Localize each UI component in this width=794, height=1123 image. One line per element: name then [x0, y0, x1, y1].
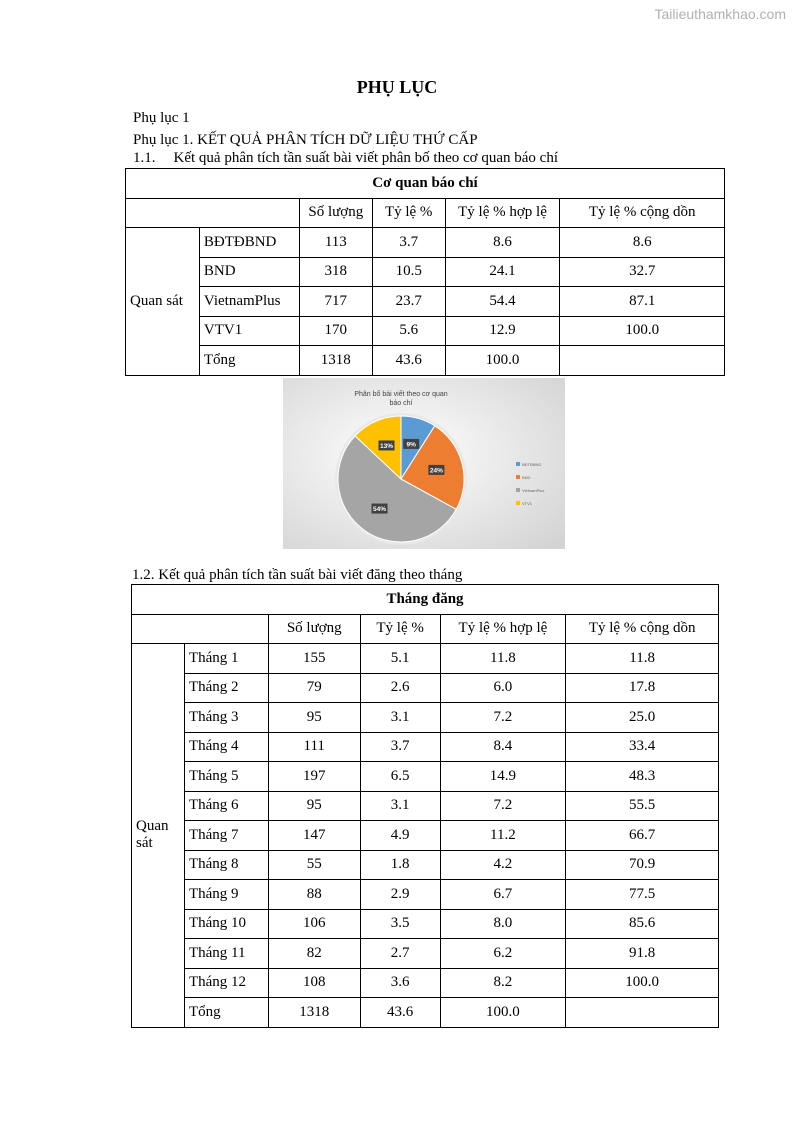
cell-valid: 4.2 — [440, 850, 566, 880]
agency-table — [125, 168, 725, 376]
watermark: Tailieuthamkhao.com — [654, 6, 786, 22]
cell-valid: 8.0 — [440, 909, 566, 939]
cell-valid: 8.4 — [440, 732, 566, 762]
table-row — [132, 732, 719, 762]
cell-valid: 54.4 — [445, 287, 560, 317]
cell-pct: 3.6 — [360, 968, 440, 998]
table-row — [132, 821, 719, 851]
cell-pct: 2.7 — [360, 939, 440, 969]
row-group-label: Quan sát — [126, 228, 200, 376]
cell-pct: 43.6 — [372, 346, 445, 376]
table-row — [132, 673, 719, 703]
cell-cum — [566, 998, 719, 1028]
cell-pct: 3.7 — [372, 228, 445, 258]
cell-pct: 10.5 — [372, 257, 445, 287]
row-label: Tháng 4 — [184, 732, 268, 762]
cell-n: 88 — [268, 880, 360, 910]
cell-valid: 12.9 — [445, 316, 560, 346]
row-label: VietnamPlus — [199, 287, 299, 317]
cell-pct: 23.7 — [372, 287, 445, 317]
row-label: Tháng 3 — [184, 703, 268, 733]
section-1-heading — [133, 150, 558, 167]
row-label: Tháng 9 — [184, 880, 268, 910]
column-header: Tỷ lệ % hợp lệ — [445, 198, 560, 228]
column-header: Tỷ lệ % cộng dồn — [560, 198, 725, 228]
cell-pct: 6.5 — [360, 762, 440, 792]
cell-cum: 66.7 — [566, 821, 719, 851]
cell-cum: 85.6 — [566, 909, 719, 939]
cell-valid: 11.8 — [440, 644, 566, 674]
cell-n: 1318 — [268, 998, 360, 1028]
cell-n: 95 — [268, 703, 360, 733]
cell-n: 717 — [299, 287, 372, 317]
cell-valid: 8.2 — [440, 968, 566, 998]
row-label: BND — [199, 257, 299, 287]
data-label: 9% — [406, 441, 416, 449]
cell-valid: 8.6 — [445, 228, 560, 258]
cell-n: 111 — [268, 732, 360, 762]
cell-n: 147 — [268, 821, 360, 851]
cell-valid: 6.2 — [440, 939, 566, 969]
cell-valid: 100.0 — [440, 998, 566, 1028]
row-label: Tháng 1 — [184, 644, 268, 674]
cell-n: 155 — [268, 644, 360, 674]
cell-n: 106 — [268, 909, 360, 939]
appendix-heading: Phụ lục 1. KẾT QUẢ PHÂN TÍCH DỮ LIỆU THỨ CẤP — [133, 132, 478, 148]
table-row — [132, 791, 719, 821]
chart-title-line2: báo chí — [389, 400, 413, 407]
cell-n: 197 — [268, 762, 360, 792]
pie-chart — [283, 378, 565, 549]
data-label: 24% — [429, 467, 443, 475]
cell-cum: 77.5 — [566, 880, 719, 910]
cell-n: 318 — [299, 257, 372, 287]
row-group-label: Quan sát — [132, 644, 185, 1028]
table-row — [126, 287, 725, 317]
cell-valid: 24.1 — [445, 257, 560, 287]
cell-cum: 8.6 — [560, 228, 725, 258]
cell-cum: 33.4 — [566, 732, 719, 762]
row-label: Tháng 7 — [184, 821, 268, 851]
cell-valid: 100.0 — [445, 346, 560, 376]
cell-valid: 6.7 — [440, 880, 566, 910]
table-row — [132, 644, 719, 674]
legend-label: BND — [522, 475, 531, 480]
column-header: Tỷ lệ % — [372, 198, 445, 228]
cell-cum: 55.5 — [566, 791, 719, 821]
cell-pct: 2.6 — [360, 673, 440, 703]
column-header: Tỷ lệ % hợp lệ — [440, 614, 566, 644]
row-label: Tổng — [184, 998, 268, 1028]
month-table — [131, 584, 719, 1028]
cell-cum: 100.0 — [566, 968, 719, 998]
row-label: Tháng 10 — [184, 909, 268, 939]
cell-pct: 3.7 — [360, 732, 440, 762]
cell-pct: 3.5 — [360, 909, 440, 939]
cell-n: 55 — [268, 850, 360, 880]
cell-cum: 32.7 — [560, 257, 725, 287]
column-header: Tỷ lệ % cộng dồn — [566, 614, 719, 644]
row-label: Tháng 8 — [184, 850, 268, 880]
legend-swatch — [516, 488, 520, 492]
cell-n: 95 — [268, 791, 360, 821]
data-label: 54% — [373, 506, 387, 514]
column-header: Số lượng — [268, 614, 360, 644]
section-2-heading: 1.2. Kết quả phân tích tần suất bài viết đăng theo tháng — [132, 567, 463, 583]
cell-n: 170 — [299, 316, 372, 346]
table-row — [132, 880, 719, 910]
cell-n: 113 — [299, 228, 372, 258]
table-row — [126, 346, 725, 376]
table-row — [132, 909, 719, 939]
cell-valid: 7.2 — [440, 703, 566, 733]
cell-pct: 5.6 — [372, 316, 445, 346]
legend-swatch — [516, 462, 520, 466]
cell-n: 108 — [268, 968, 360, 998]
section-1-number: 1.1. — [133, 150, 156, 166]
cell-cum: 87.1 — [560, 287, 725, 317]
column-header: Tỷ lệ % — [360, 614, 440, 644]
cell-pct: 3.1 — [360, 703, 440, 733]
row-label: Tháng 11 — [184, 939, 268, 969]
legend-swatch — [516, 501, 520, 505]
cell-cum: 48.3 — [566, 762, 719, 792]
row-label: Tháng 12 — [184, 968, 268, 998]
table-row — [132, 703, 719, 733]
data-label: 13% — [379, 442, 393, 450]
row-label: Tháng 5 — [184, 762, 268, 792]
table-title: Tháng đăng — [132, 585, 719, 615]
table-row — [126, 228, 725, 258]
cell-valid: 14.9 — [440, 762, 566, 792]
cell-pct: 5.1 — [360, 644, 440, 674]
table-row — [132, 939, 719, 969]
table-row — [126, 257, 725, 287]
row-label: Tháng 2 — [184, 673, 268, 703]
chart-title-line1: Phân bổ bài viết theo cơ quan — [354, 391, 448, 398]
table-row — [126, 316, 725, 346]
header-blank — [126, 198, 300, 228]
table-row — [132, 968, 719, 998]
cell-valid: 6.0 — [440, 673, 566, 703]
cell-cum: 100.0 — [560, 316, 725, 346]
header-blank — [132, 614, 269, 644]
legend-label: VTV1 — [522, 501, 533, 506]
row-label: Tháng 6 — [184, 791, 268, 821]
cell-valid: 7.2 — [440, 791, 566, 821]
cell-cum: 11.8 — [566, 644, 719, 674]
legend-swatch — [516, 475, 520, 479]
cell-pct: 4.9 — [360, 821, 440, 851]
table-row — [132, 762, 719, 792]
row-label: Tổng — [199, 346, 299, 376]
cell-n: 79 — [268, 673, 360, 703]
page-title: PHỤ LỤC — [356, 77, 438, 97]
cell-n: 82 — [268, 939, 360, 969]
cell-pct: 3.1 — [360, 791, 440, 821]
cell-cum: 17.8 — [566, 673, 719, 703]
cell-cum: 91.8 — [566, 939, 719, 969]
table-title: Cơ quan báo chí — [126, 169, 725, 199]
cell-cum — [560, 346, 725, 376]
row-label: VTV1 — [199, 316, 299, 346]
legend-label: BĐTĐBND — [522, 462, 542, 467]
cell-valid: 11.2 — [440, 821, 566, 851]
section-1-text: Kết quả phân tích tần suất bài viết phân bố theo cơ quan báo chí — [173, 150, 558, 166]
cell-cum: 25.0 — [566, 703, 719, 733]
cell-pct: 1.8 — [360, 850, 440, 880]
table-row — [132, 998, 719, 1028]
cell-n: 1318 — [299, 346, 372, 376]
row-label: BĐTĐBND — [199, 228, 299, 258]
cell-pct: 43.6 — [360, 998, 440, 1028]
cell-cum: 70.9 — [566, 850, 719, 880]
table-row — [132, 850, 719, 880]
column-header: Số lượng — [299, 198, 372, 228]
cell-pct: 2.9 — [360, 880, 440, 910]
legend-label: VietnamPlus — [522, 488, 545, 493]
appendix-label: Phụ lục 1 — [133, 110, 190, 126]
